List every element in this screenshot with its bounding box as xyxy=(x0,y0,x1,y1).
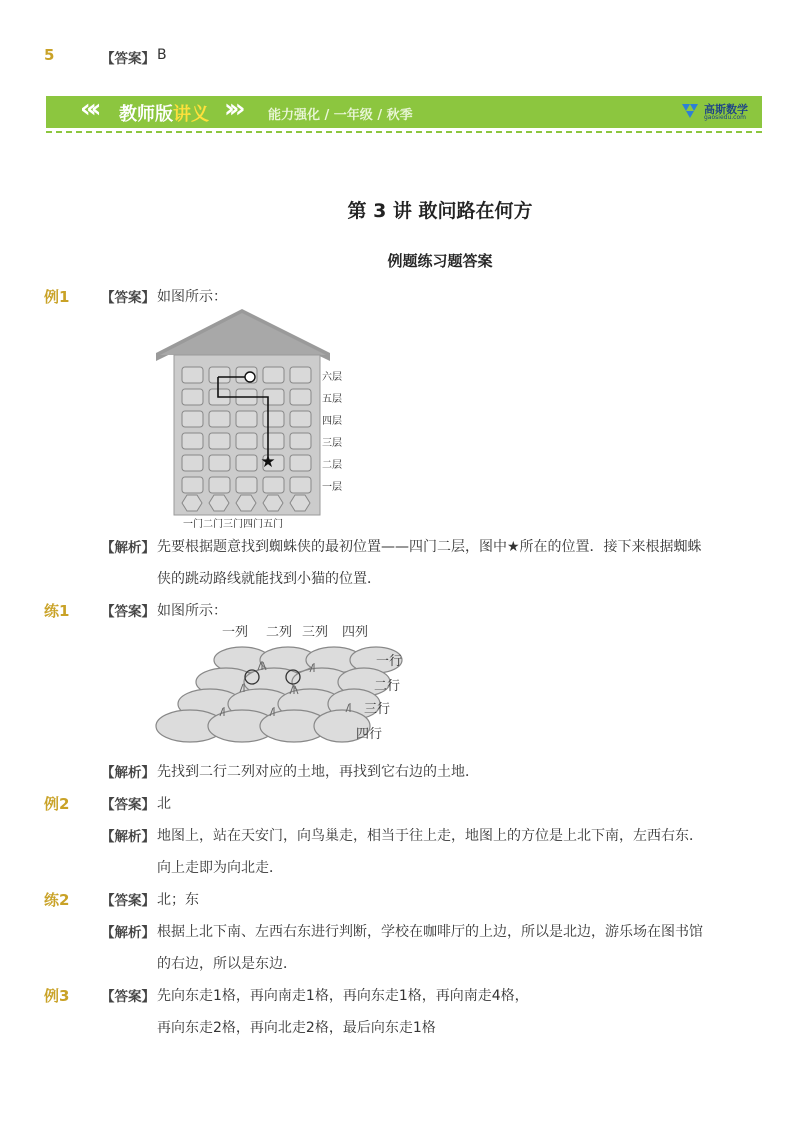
logo-subtext: gaosiedu.com xyxy=(704,114,746,121)
floor-label: 四层 xyxy=(322,416,342,427)
banner-title-a: 教师版 xyxy=(119,104,173,125)
answer-tag: 【答案】 xyxy=(101,604,155,620)
cat-circle xyxy=(245,372,255,382)
window xyxy=(290,411,311,427)
logo-icon xyxy=(678,102,702,122)
column-label: 一列 xyxy=(222,625,249,640)
window xyxy=(290,455,311,471)
window xyxy=(209,367,230,383)
window xyxy=(182,455,203,471)
window xyxy=(236,477,257,493)
analysis-tag: 【解析】 xyxy=(101,925,155,941)
window xyxy=(263,433,284,449)
question-number: 5 xyxy=(44,46,55,64)
window xyxy=(290,389,311,405)
chevron-right-icon: ›» xyxy=(224,94,240,124)
window xyxy=(263,477,284,493)
analysis-text: 地图上，站在天安门，向鸟巢走，相当于往上走，地图上的方位是上北下南，左西右东． xyxy=(157,828,703,844)
window xyxy=(209,433,230,449)
page-title: 第 3 讲 敢问路在何方 xyxy=(347,200,533,222)
breadcrumb: 能力强化 / 一年级 / 秋季 xyxy=(268,108,413,123)
window xyxy=(182,411,203,427)
floor-label: 六层 xyxy=(322,372,342,383)
door-shape xyxy=(236,495,256,511)
answer-tag: 【答案】 xyxy=(101,51,155,67)
row-label: 三行 xyxy=(364,702,391,717)
door-labels: 一门二门三门四门五门 xyxy=(183,519,283,530)
column-label: 三列 xyxy=(302,625,329,640)
door-shape xyxy=(263,495,283,511)
answer-text: B xyxy=(157,47,167,63)
chevron-left-icon: «‹ xyxy=(80,94,96,124)
answer-text: 北 xyxy=(157,796,171,812)
window xyxy=(290,367,311,383)
header-banner xyxy=(46,96,762,128)
window xyxy=(209,455,230,471)
field-figure xyxy=(150,620,420,750)
window xyxy=(182,477,203,493)
question-label: 例2 xyxy=(44,795,70,813)
answer-tag: 【答案】 xyxy=(101,893,155,909)
analysis-tag: 【解析】 xyxy=(101,540,155,556)
floor-label: 三层 xyxy=(322,438,342,449)
answer-text: 先向东走1格，再向南走1格，再向东走1格，再向南走4格， xyxy=(157,988,529,1004)
analysis-text: 侠的跳动路线就能找到小猫的位置． xyxy=(157,571,381,587)
question-label: 练2 xyxy=(44,891,70,909)
column-label: 二列 xyxy=(266,625,293,640)
row-label: 一行 xyxy=(376,654,403,669)
analysis-text: 根据上北下南、左西右东进行判断，学校在咖啡厅的上边，所以是北边，游乐场在图书馆 xyxy=(157,924,703,940)
window xyxy=(236,455,257,471)
answer-tag: 【答案】 xyxy=(101,797,155,813)
building-figure xyxy=(150,305,360,533)
door-shape xyxy=(209,495,229,511)
star-marker: ★ xyxy=(260,452,276,472)
column-label: 四列 xyxy=(342,625,369,640)
analysis-text: 向上走即为向北走． xyxy=(157,860,283,876)
question-label: 例3 xyxy=(44,987,70,1005)
door-shape xyxy=(182,495,202,511)
analysis-text: 先找到二行二列对应的土地，再找到它右边的土地． xyxy=(157,764,479,780)
banner-title-b: 讲义 xyxy=(173,104,209,125)
answer-text: 北；东 xyxy=(157,892,199,908)
door-shape xyxy=(290,495,310,511)
window xyxy=(263,411,284,427)
window xyxy=(182,433,203,449)
window xyxy=(209,411,230,427)
answer-tag: 【答案】 xyxy=(101,989,155,1005)
question-label: 例1 xyxy=(44,288,70,306)
floor-label: 一层 xyxy=(322,482,342,493)
window xyxy=(290,433,311,449)
row-label: 二行 xyxy=(374,679,401,694)
analysis-text: 的右边，所以是东边． xyxy=(157,956,297,972)
answer-text: 如图所示： xyxy=(157,603,227,619)
window xyxy=(182,389,203,405)
answer-tag: 【答案】 xyxy=(101,290,155,306)
banner-divider xyxy=(46,131,762,133)
window xyxy=(236,411,257,427)
window xyxy=(236,433,257,449)
window xyxy=(263,367,284,383)
analysis-text: 先要根据题意找到蜘蛛侠的最初位置——四门二层，图中★所在的位置．接下来根据蜘蛛 xyxy=(157,539,702,555)
row-label: 四行 xyxy=(356,727,383,742)
window xyxy=(209,477,230,493)
answer-text: 再向东走2格，再向北走2格，最后向东走1格 xyxy=(157,1020,436,1036)
analysis-tag: 【解析】 xyxy=(101,765,155,781)
floor-label: 二层 xyxy=(322,460,342,471)
section-subtitle: 例题练习题答案 xyxy=(387,252,493,270)
analysis-tag: 【解析】 xyxy=(101,829,155,845)
window xyxy=(182,367,203,383)
floor-label: 五层 xyxy=(322,394,342,405)
answer-text: 如图所示： xyxy=(157,289,227,305)
logo-text: 高斯数学 xyxy=(704,103,748,116)
banner-title xyxy=(119,100,209,126)
window xyxy=(290,477,311,493)
question-label: 练1 xyxy=(44,602,70,620)
